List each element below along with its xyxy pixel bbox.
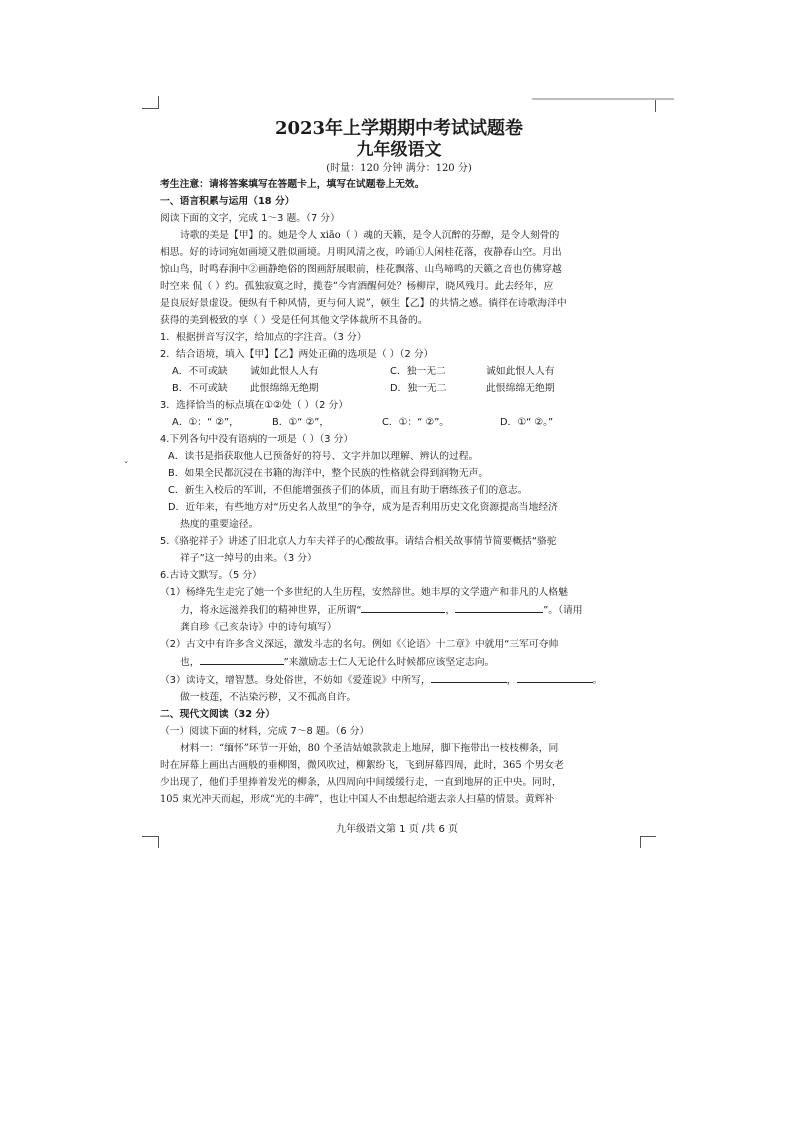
q2-option: D．独一无二 [390, 383, 447, 394]
crop-mark-top-left-v [158, 96, 159, 109]
crop-mark-bottom-left-h [142, 836, 158, 837]
q6-text: 力，将永远滋养我们的精神世界，正所谓“ [180, 605, 362, 616]
question-5: 5.《骆驼祥子》讲述了旧北京人力车夫祥子的心酸故事。请结合相关故事情节简要概括“骆驼 [160, 536, 557, 547]
q4-option: C．新生入校后的军训，不但能增强孩子们的体质，而且有助于磨练孩子们的意志。 [168, 485, 528, 496]
q6-text: ”来激励志士仁人无论什么时候都应该坚定志向。 [283, 657, 495, 668]
q3-option-row [160, 414, 638, 431]
q3-option: A．①：“ ②”， [172, 417, 239, 428]
exam-paper [160, 118, 638, 808]
answer-blank[interactable] [361, 601, 445, 613]
question-2: 2．结合语境，填入【甲】【乙】两处正确的选项是（ ）（2 分） [160, 349, 434, 360]
q2-option: B．不可或缺 [172, 383, 228, 394]
q6-text: ”。（请用 [543, 605, 583, 616]
section-1-intro: 阅读下面的文字，完成 1～3 题。（7 分） [160, 213, 340, 224]
q2-option-text: 诚如此恨人人有 [486, 366, 555, 377]
crop-mark-bottom-left-v [158, 836, 159, 848]
q3-option: D．①“ ②。” [500, 417, 554, 428]
question-1: 1．根据拼音写汉字，给加点的字注音。（3 分） [160, 332, 367, 343]
q2-option: C．独一无二 [390, 366, 446, 377]
q6-item-1-cont: 力，将永远滋养我们的精神世界，正所谓“ ， ”。（请用 [160, 601, 638, 619]
q4-option-cont: 热度的重要途径。 [180, 519, 259, 530]
q6-item-1: （1）杨绛先生走完了她一个多世纪的人生历程，安然辞世。她丰厚的文学遗产和非凡的人格魅 [160, 587, 568, 598]
q3-option: C．①：“ ②”。 [382, 417, 450, 428]
q6-item-3-cont: 做一枝莲，不沾染污秽，又不孤高自许。 [180, 692, 357, 703]
question-5-cont: 祥子”这一绰号的由来。（3 分） [180, 553, 317, 564]
answer-blank[interactable] [517, 671, 593, 683]
material-line: 时在屏幕上画出古画般的垂柳图，微风吹过，柳絮纷飞，飞到屏幕四周，此时，365 个男女老 [160, 760, 564, 771]
page-footer: 九年级语文第 1 页 /共 6 页 [336, 824, 458, 835]
answer-blank[interactable] [431, 671, 507, 683]
exam-notice: 考生注意：请将答案填写在答题卡上，填写在试题卷上无效。 [160, 179, 425, 190]
passage-line: 相思。好的诗词宛如画境又胜似画境。月明风清之夜，吟诵①人闲桂花落，夜静春山空。月出 [160, 247, 562, 258]
crop-mark-bottom-right-h [640, 836, 656, 837]
exam-subtitle: 九年级语文 [356, 140, 442, 160]
q4-option: A．读书是指获取他人已预备好的符号、文字并加以理解、辨认的过程。 [168, 451, 479, 462]
crop-mark-bottom-right-v [640, 836, 641, 848]
material-line: 105 束光冲天而起，形成“光的丰碑”，也让中国人不由想起给逝去亲人扫墓的情景。黄辉补 [160, 794, 555, 805]
q2-option-text: 诚如此恨人人有 [250, 366, 319, 377]
scan-edge-line [532, 98, 674, 100]
material-line: 材料一：“缅怀”环节一开始，80 个圣洁姑娘款款走上地屏，脚下拖带出一枝枝柳条，同 [180, 743, 559, 754]
q3-option: B．①“ ②”， [272, 417, 330, 428]
passage-line: 是良辰好景虚设。便纵有千种风情，更与何人说”，顿生【乙】的共情之感。徜徉在诗歌海洋中 [160, 298, 567, 309]
q6-item-1-cont: 龚自珍《己亥杂诗》中的诗句填写） [180, 622, 337, 633]
crop-mark-top-left-h [142, 108, 158, 109]
q6-text: （3）读诗文，增智慧。身处俗世，不妨如《爱莲说》中所写， [160, 675, 431, 686]
q2-option-row [160, 363, 638, 380]
q6-item-2: （2）古文中有许多含义深远，激发斗志的名句。例如《〈论语〉十二章》中就用“三军可夺帅 [160, 639, 559, 650]
q2-option-text: 此恨绵绵无绝期 [486, 383, 555, 394]
passage-line: 时空来 侃（ ）约。孤独寂寞之时，揽卷“今宵酒醒何处？杨柳岸，晓风残月。此去经年，应 [160, 281, 554, 292]
exam-title: 2023年上学期期中考试试题卷 [274, 118, 524, 139]
crop-mark-top-right-v [655, 100, 656, 112]
q6-item-3 [160, 671, 638, 689]
q6-text: ， [506, 675, 517, 686]
section-2-sub-heading: （一）阅读下面的材料，完成 7～8 题。（6 分） [160, 726, 370, 737]
question-4: 4.下列各句中没有语病的一项是（ ）（3 分） [160, 434, 354, 445]
section-1-heading: 一、语言积累与运用（18 分） [160, 196, 295, 207]
passage-line: 获得的美到极致的享（ ）受是任何其他文学体裁所不具备的。 [160, 315, 428, 326]
question-3: 3．选择恰当的标点填在①②处（ ）（2 分） [160, 400, 349, 411]
q6-item-2-cont [160, 653, 638, 671]
side-mark: ˇ [124, 462, 129, 472]
q2-option: A．不可或缺 [172, 366, 228, 377]
exam-meta: (时量：120 分钟 满分：120 分) [326, 163, 472, 174]
q2-option-text: 此恨绵绵无绝期 [250, 383, 319, 394]
q2-option-row [160, 380, 638, 397]
q6-text: 也， [180, 657, 200, 668]
passage-line: 惊山鸟，时鸣春涧中②画静绝俗的图画舒展眼前，桂花飘落、山鸟啼鸣的天籁之音也仿佛穿越 [160, 264, 562, 275]
q4-option: D．近年来，有些地方对“历史名人故里”的争夺，成为是否利用历史文化资源提高当地经济 [168, 502, 558, 513]
q4-option: B．如果全民都沉浸在书籍的海洋中，整个民族的性格就会得到润物无声。 [168, 468, 489, 479]
passage-line: 诗歌的美是【甲】的。她是令人 xiāo（ ）魂的天籁，是令人沉醉的芬醇，是令人刻骨的 [180, 230, 560, 241]
answer-blank[interactable] [455, 601, 543, 613]
question-6: 6.古诗文默写。（5 分） [160, 570, 262, 581]
material-line: 少出现了，他们手里捧着发光的柳条，从四周向中间缓缓行走，一直到地屏的正中央。同时， [160, 777, 562, 788]
q6-text: 。 [592, 675, 603, 686]
answer-blank[interactable] [200, 653, 284, 665]
section-2-heading: 二、现代文阅读（32 分） [160, 709, 276, 720]
